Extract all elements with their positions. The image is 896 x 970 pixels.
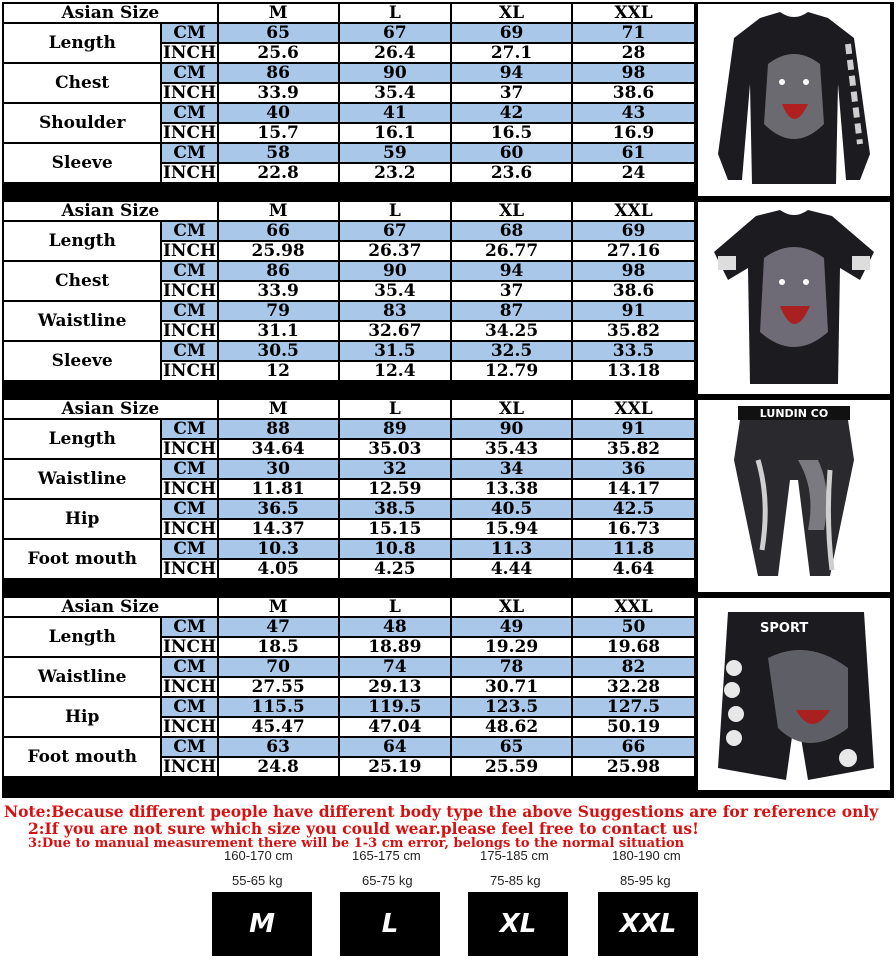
unit-label: CM: [161, 697, 217, 717]
size-value-cell: 35.82: [572, 439, 695, 459]
size-value-cell: 90: [339, 63, 452, 83]
pants-brand-text: LUNDIN CO: [759, 407, 829, 420]
size-value-cell: 68: [451, 221, 572, 241]
unit-label: INCH: [162, 241, 217, 261]
note-1: Note:Because different people have different body type the above Suggestions are for reference only: [4, 802, 879, 821]
size-value-cell: 33.5: [572, 341, 695, 361]
height-l: 165-175 cm: [352, 848, 421, 863]
size-value-cell: 83: [339, 301, 452, 321]
long-sleeve-shirt-image: [698, 4, 890, 196]
size-value-cell: 38.6: [572, 83, 695, 103]
size-value-cell: 63: [218, 737, 339, 757]
measure-label: Sleeve: [3, 341, 161, 381]
size-value-cell: 12.59: [339, 479, 452, 499]
size-value-cell: 88: [218, 419, 339, 439]
size-value-cell: 42: [451, 103, 572, 123]
size-value-cell: 50.19: [572, 717, 695, 737]
size-value-cell: 89: [339, 419, 452, 439]
shorts-brand-text: SPORT: [760, 621, 809, 636]
size-value-cell: 10.8: [339, 539, 452, 559]
size-value-cell: 25.98: [218, 241, 339, 261]
size-value-cell: 64: [339, 737, 452, 757]
size-value-cell: 66: [572, 737, 695, 757]
size-section-2: [2, 200, 894, 396]
unit-label: INCH: [162, 321, 217, 341]
size-value-cell: 74: [339, 657, 452, 677]
weight-xl: 75-85 kg: [490, 873, 541, 888]
size-header: L: [339, 597, 452, 617]
fight-shorts-image: [698, 598, 890, 790]
unit-label: INCH: [162, 677, 217, 697]
unit-label: INCH: [162, 519, 217, 539]
table-row: [3, 301, 695, 321]
size-badge-xxl: XXL: [598, 892, 698, 956]
size-header: M: [218, 201, 339, 221]
asian-size-header: Asian Size: [3, 597, 218, 617]
note-2: 2:If you are not sure which size you could wear.please feel free to contact us!: [28, 819, 699, 838]
measure-label: Foot mouth: [3, 539, 161, 579]
height-xxl: 180-190 cm: [612, 848, 681, 863]
size-value-cell: 15.94: [451, 519, 572, 539]
size-header: XXL: [572, 399, 695, 419]
unit-label: INCH: [162, 83, 217, 103]
unit-label: INCH: [162, 43, 217, 63]
size-value-cell: 15.15: [339, 519, 452, 539]
size-badge-m: M: [212, 892, 312, 956]
size-value-cell: 48.62: [451, 717, 572, 737]
size-header: XL: [451, 201, 572, 221]
size-value-cell: 65: [451, 737, 572, 757]
table-row: [3, 737, 695, 757]
size-value-cell: 16.5: [451, 123, 572, 143]
measure-label: Hip: [3, 499, 161, 539]
size-value-cell: 66: [218, 221, 339, 241]
size-header: L: [339, 3, 452, 23]
unit-label: CM: [161, 499, 217, 519]
size-value-cell: 11.8: [572, 539, 695, 559]
unit-label: CM: [161, 459, 217, 479]
measure-label: Waistline: [3, 657, 161, 697]
size-value-cell: 37: [451, 281, 572, 301]
size-value-cell: 79: [218, 301, 339, 321]
size-section-3: [2, 398, 894, 594]
size-value-cell: 25.98: [572, 757, 695, 777]
table-row: [3, 697, 695, 717]
unit-label: INCH: [162, 559, 217, 579]
measure-label: Chest: [3, 63, 161, 103]
unit-label: CM: [161, 23, 217, 43]
size-value-cell: 26.77: [451, 241, 572, 261]
size-value-cell: 11.81: [218, 479, 339, 499]
size-header: XL: [451, 597, 572, 617]
table-row: [3, 459, 695, 479]
size-value-cell: 36: [572, 459, 695, 479]
table-row: [3, 657, 695, 677]
size-value-cell: 19.68: [572, 637, 695, 657]
size-value-cell: 65: [218, 23, 339, 43]
table-row: [3, 103, 695, 123]
compression-pants-image: [698, 400, 890, 592]
size-value-cell: 35.43: [451, 439, 572, 459]
size-value-cell: 38.6: [572, 281, 695, 301]
short-sleeve-shirt-image: [698, 202, 890, 394]
size-value-cell: 27.55: [218, 677, 339, 697]
size-value-cell: 30.71: [451, 677, 572, 697]
unit-label: INCH: [162, 717, 217, 737]
size-badge-l: L: [340, 892, 440, 956]
size-value-cell: 50: [572, 617, 695, 637]
measure-label: Length: [3, 617, 161, 657]
size-value-cell: 12.4: [339, 361, 452, 381]
size-value-cell: 14.37: [218, 519, 339, 539]
size-header: M: [218, 399, 339, 419]
unit-label: INCH: [162, 163, 217, 183]
size-value-cell: 47: [218, 617, 339, 637]
size-value-cell: 29.13: [339, 677, 452, 697]
size-value-cell: 14.17: [572, 479, 695, 499]
size-value-cell: 33.9: [218, 281, 339, 301]
table-row: [3, 499, 695, 519]
size-header: L: [339, 201, 452, 221]
size-header: M: [218, 597, 339, 617]
size-table: [2, 596, 696, 778]
size-table: [2, 200, 696, 382]
unit-label: CM: [161, 63, 217, 83]
size-value-cell: 48: [339, 617, 452, 637]
size-value-cell: 42.5: [572, 499, 695, 519]
size-value-cell: 10.3: [218, 539, 339, 559]
size-value-cell: 32.28: [572, 677, 695, 697]
size-value-cell: 24: [572, 163, 695, 183]
size-section-1: [2, 2, 894, 198]
table-row: [3, 63, 695, 83]
table-row: [3, 143, 695, 163]
size-badge-xl: XL: [468, 892, 568, 956]
size-value-cell: 12: [218, 361, 339, 381]
size-value-cell: 34.25: [451, 321, 572, 341]
table-row: [3, 341, 695, 361]
size-value-cell: 38.5: [339, 499, 452, 519]
measure-label: Waistline: [3, 459, 161, 499]
size-value-cell: 90: [451, 419, 572, 439]
size-value-cell: 45.47: [218, 717, 339, 737]
size-value-cell: 23.2: [339, 163, 452, 183]
table-row: [3, 261, 695, 281]
size-value-cell: 23.6: [451, 163, 572, 183]
size-value-cell: 61: [572, 143, 695, 163]
size-value-cell: 67: [339, 221, 452, 241]
weight-xxl: 85-95 kg: [620, 873, 671, 888]
size-value-cell: 91: [572, 301, 695, 321]
size-value-cell: 25.6: [218, 43, 339, 63]
size-value-cell: 16.73: [572, 519, 695, 539]
size-value-cell: 37: [451, 83, 572, 103]
size-value-cell: 33.9: [218, 83, 339, 103]
unit-label: CM: [161, 261, 217, 281]
size-value-cell: 26.37: [339, 241, 452, 261]
unit-label: CM: [161, 103, 217, 123]
size-value-cell: 98: [572, 261, 695, 281]
product-photo: [698, 4, 890, 196]
size-value-cell: 36.5: [218, 499, 339, 519]
weight-l: 65-75 kg: [362, 873, 413, 888]
size-value-cell: 59: [339, 143, 452, 163]
asian-size-header: Asian Size: [3, 201, 218, 221]
size-value-cell: 49: [451, 617, 572, 637]
size-value-cell: 4.44: [451, 559, 572, 579]
unit-label: INCH: [162, 637, 217, 657]
unit-label: CM: [161, 617, 217, 637]
size-value-cell: 32.67: [339, 321, 452, 341]
note-3: 3:Due to manual measurement there will be 1-3 cm error, belongs to the normal situation: [28, 836, 685, 851]
size-header: M: [218, 3, 339, 23]
size-value-cell: 82: [572, 657, 695, 677]
size-value-cell: 22.8: [218, 163, 339, 183]
size-header: XXL: [572, 597, 695, 617]
size-header: XXL: [572, 3, 695, 23]
size-value-cell: 13.38: [451, 479, 572, 499]
size-header: L: [339, 399, 452, 419]
size-value-cell: 94: [451, 261, 572, 281]
size-value-cell: 4.25: [339, 559, 452, 579]
size-value-cell: 28: [572, 43, 695, 63]
measure-label: Chest: [3, 261, 161, 301]
asian-size-header: Asian Size: [3, 399, 218, 419]
size-value-cell: 16.9: [572, 123, 695, 143]
size-value-cell: 18.5: [218, 637, 339, 657]
size-value-cell: 123.5: [451, 697, 572, 717]
size-value-cell: 43: [572, 103, 695, 123]
measure-label: Hip: [3, 697, 161, 737]
size-value-cell: 35.03: [339, 439, 452, 459]
size-table: [2, 2, 696, 184]
size-value-cell: 11.3: [451, 539, 572, 559]
size-value-cell: 12.79: [451, 361, 572, 381]
size-value-cell: 18.89: [339, 637, 452, 657]
unit-label: INCH: [162, 757, 217, 777]
unit-label: CM: [161, 341, 217, 361]
product-photo: [698, 400, 890, 592]
size-value-cell: 67: [339, 23, 452, 43]
unit-label: CM: [161, 143, 217, 163]
size-value-cell: 115.5: [218, 697, 339, 717]
size-value-cell: 90: [339, 261, 452, 281]
size-value-cell: 35.4: [339, 83, 452, 103]
size-value-cell: 34.64: [218, 439, 339, 459]
size-value-cell: 119.5: [339, 697, 452, 717]
measure-label: Sleeve: [3, 143, 161, 183]
table-row: [3, 23, 695, 43]
measure-label: Length: [3, 23, 161, 63]
size-table: [2, 398, 696, 580]
product-photo: [698, 202, 890, 394]
unit-label: CM: [161, 737, 217, 757]
size-value-cell: 60: [451, 143, 572, 163]
size-value-cell: 34: [451, 459, 572, 479]
unit-label: CM: [161, 657, 217, 677]
size-section-4: [2, 596, 894, 792]
size-value-cell: 15.7: [218, 123, 339, 143]
size-value-cell: 58: [218, 143, 339, 163]
size-value-cell: 71: [572, 23, 695, 43]
size-value-cell: 4.05: [218, 559, 339, 579]
size-value-cell: 91: [572, 419, 695, 439]
size-value-cell: 35.4: [339, 281, 452, 301]
unit-label: INCH: [162, 479, 217, 499]
size-value-cell: 30: [218, 459, 339, 479]
weight-m: 55-65 kg: [232, 873, 283, 888]
size-value-cell: 70: [218, 657, 339, 677]
size-header: XL: [451, 399, 572, 419]
height-m: 160-170 cm: [224, 848, 293, 863]
height-xl: 175-185 cm: [480, 848, 549, 863]
size-value-cell: 4.64: [572, 559, 695, 579]
unit-label: INCH: [162, 439, 217, 459]
table-row: [3, 539, 695, 559]
size-value-cell: 94: [451, 63, 572, 83]
measure-label: Foot mouth: [3, 737, 161, 777]
measure-label: Length: [3, 419, 161, 459]
asian-size-header: Asian Size: [3, 3, 218, 23]
size-value-cell: 86: [218, 261, 339, 281]
table-row: [3, 419, 695, 439]
size-value-cell: 40.5: [451, 499, 572, 519]
size-value-cell: 13.18: [572, 361, 695, 381]
size-value-cell: 40: [218, 103, 339, 123]
size-value-cell: 24.8: [218, 757, 339, 777]
size-value-cell: 35.82: [572, 321, 695, 341]
unit-label: INCH: [162, 123, 217, 143]
size-value-cell: 78: [451, 657, 572, 677]
size-value-cell: 98: [572, 63, 695, 83]
size-value-cell: 87: [451, 301, 572, 321]
size-value-cell: 47.04: [339, 717, 452, 737]
unit-label: INCH: [162, 281, 217, 301]
size-value-cell: 30.5: [218, 341, 339, 361]
size-header: XXL: [572, 201, 695, 221]
size-value-cell: 27.1: [451, 43, 572, 63]
size-value-cell: 127.5: [572, 697, 695, 717]
measure-label: Waistline: [3, 301, 161, 341]
size-value-cell: 31.5: [339, 341, 452, 361]
size-value-cell: 26.4: [339, 43, 452, 63]
unit-label: CM: [161, 419, 217, 439]
unit-label: INCH: [162, 361, 217, 381]
size-value-cell: 41: [339, 103, 452, 123]
size-value-cell: 19.29: [451, 637, 572, 657]
size-value-cell: 27.16: [572, 241, 695, 261]
size-value-cell: 25.19: [339, 757, 452, 777]
size-value-cell: 31.1: [218, 321, 339, 341]
unit-label: CM: [161, 221, 217, 241]
unit-label: CM: [161, 539, 217, 559]
size-header: XL: [451, 3, 572, 23]
unit-label: CM: [161, 301, 217, 321]
size-chart: [2, 2, 894, 798]
size-value-cell: 86: [218, 63, 339, 83]
product-photo: [698, 598, 890, 790]
measure-label: Length: [3, 221, 161, 261]
size-value-cell: 32.5: [451, 341, 572, 361]
size-value-cell: 16.1: [339, 123, 452, 143]
table-row: [3, 221, 695, 241]
size-value-cell: 69: [572, 221, 695, 241]
size-value-cell: 69: [451, 23, 572, 43]
size-value-cell: 32: [339, 459, 452, 479]
table-row: [3, 617, 695, 637]
measure-label: Shoulder: [3, 103, 161, 143]
size-value-cell: 25.59: [451, 757, 572, 777]
